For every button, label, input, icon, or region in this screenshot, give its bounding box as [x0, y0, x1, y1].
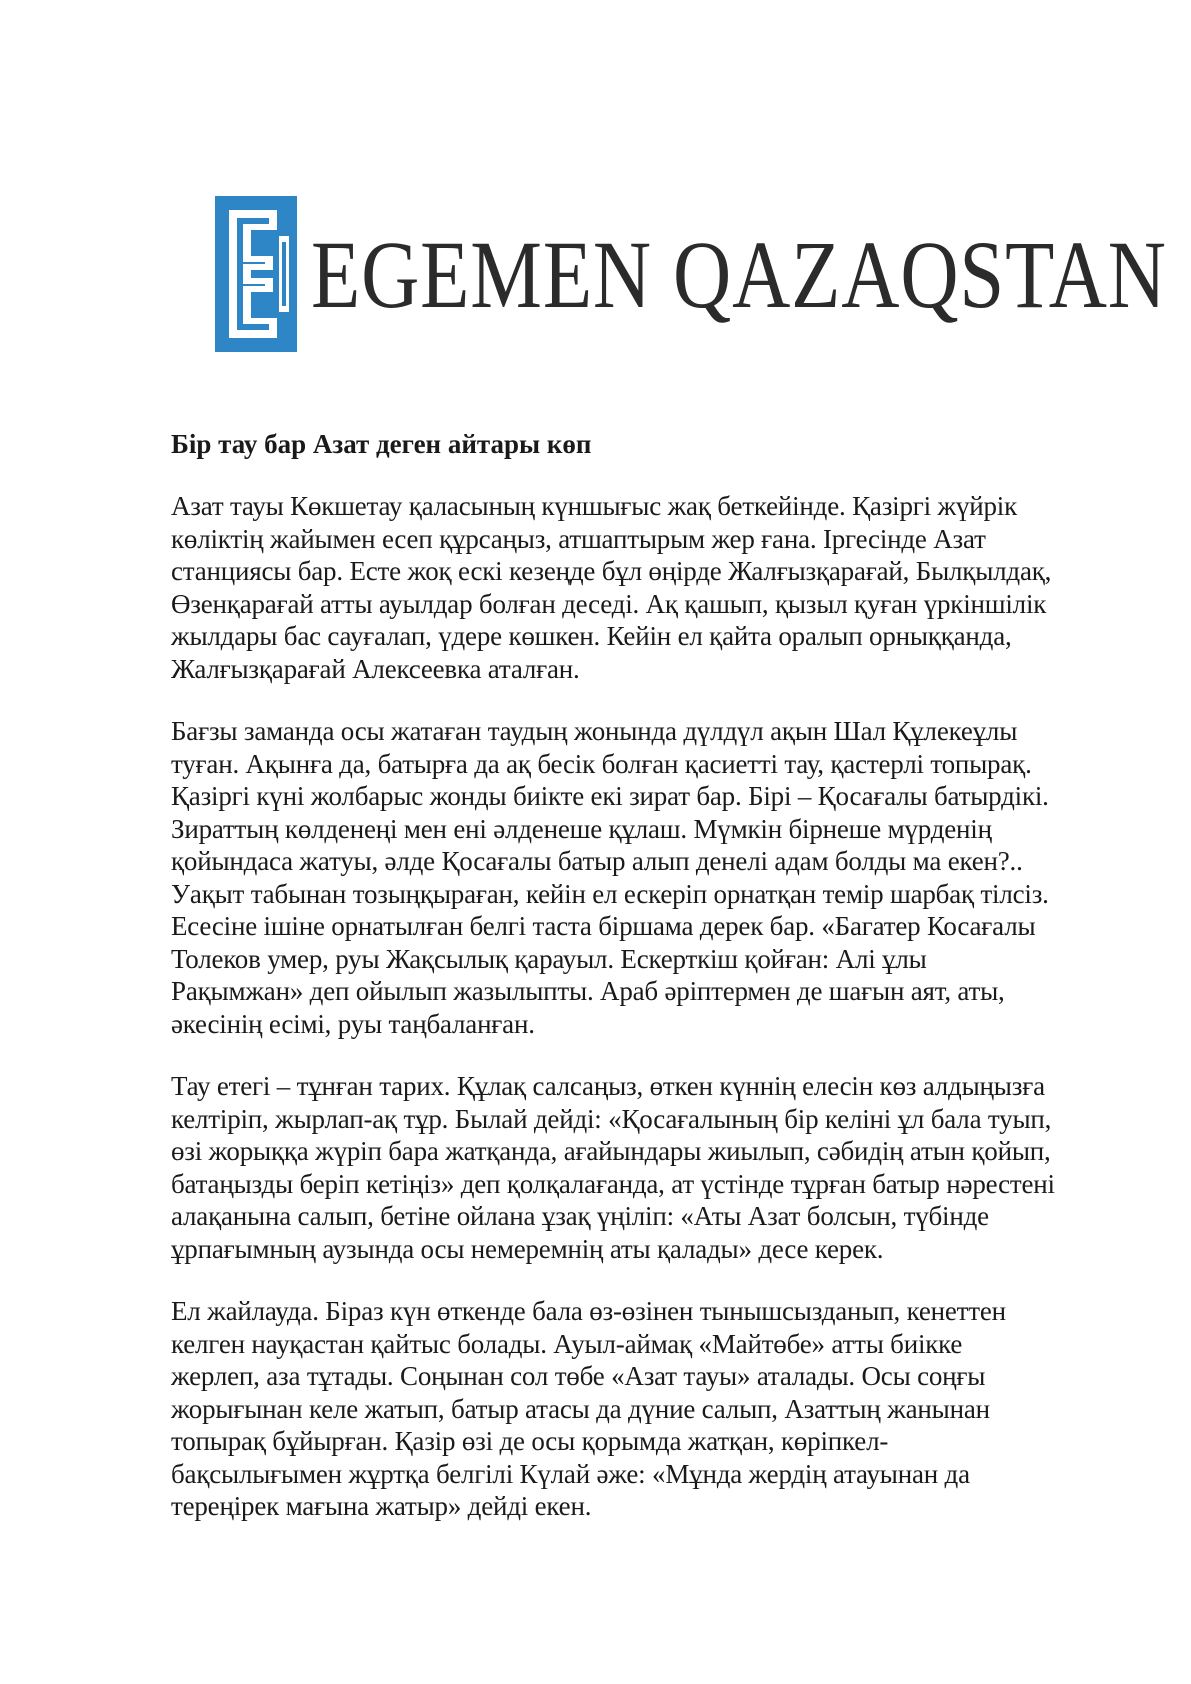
- text-line: келтіріп, жырлап-ақ тұр. Былай дейді: «Қосағалының бір келіні ұл бала туып,: [171, 1103, 1052, 1134]
- newspaper-logo: [215, 196, 1167, 354]
- text-line: топырақ бұйырған. Қазір өзі де осы қорымда жатқан, көріпкел-: [171, 1426, 889, 1456]
- text-line: Зираттың көлденеңі мен ені әлденеше құлаш. Мүмкін бірнеше мүрденің: [171, 813, 992, 844]
- text-line: Тау етегі – тұнған тарих. Құлақ салсаңыз, өткен күннің елесін көз алдыңызға: [171, 1071, 1045, 1101]
- text-line: Ел жайлауда. Біраз күн өткенде бала өз-өзінен тынышсызданып, кенеттен: [171, 1296, 1006, 1326]
- text-line: бақсылығымен жұртқа белгілі Күлай әже: «Мұнда жердің атауынан да: [171, 1458, 970, 1489]
- text-line: Жалғызқарағай Алексеевка аталған.: [171, 653, 580, 684]
- paragraph-4: [171, 1295, 1101, 1523]
- text-line: батаңызды беріп кетіңіз» деп қолқалағанда, ат үстінде тұрған батыр нәрестені: [171, 1168, 1055, 1199]
- text-line: өзі жорыққа жүріп бара жатқанда, ағайындары жиылып, сәбидің атын қойып,: [171, 1136, 1051, 1166]
- text-line: Есесіне ішіне орнатылған белгі таста біршама дерек бар. «Багатер Косағалы: [171, 911, 1036, 941]
- logo-wordmark: EGEMEN QAZAQSTAN: [311, 221, 1167, 328]
- text-line: Толеков умер, руы Жақсылық қарауыл. Ескерткіш қойған: Алі ұлы: [171, 943, 927, 974]
- text-line: көліктің жайымен есеп құрсаңыз, атшаптырым жер ғана. Іргесінде Азат: [171, 523, 986, 554]
- egemen-emblem-icon: [215, 196, 297, 352]
- article-title: Бір тау бар Азат деген айтары көп: [171, 429, 592, 459]
- text-line: Өзенқарағай атты ауылдар болған деседі. Ақ қашып, қызыл қуған үркіншілік: [171, 588, 1047, 619]
- text-line: әкесінің есімі, руы таңбаланған.: [171, 1008, 535, 1039]
- text-line: жорығынан келе жатып, батыр атасы да дүние салып, Азаттың жанынан: [171, 1393, 990, 1424]
- text-line: Рақымжан» деп ойылып жазылыпты. Араб әріптермен де шағын аят, аты,: [171, 976, 1005, 1006]
- paragraph-2: [171, 715, 1101, 1040]
- text-line: туған. Ақынға да, батырға да ақ бесік болған қасиетті тау, қастерлі топырақ.: [171, 748, 1032, 779]
- text-line: жылдары бас сауғалап, үдере көшкен. Кейін ел қайта оралып орныққанда,: [171, 621, 1012, 651]
- text-line: алақанына салып, бетіне ойлана ұзақ үңіліп: «Аты Азат болсын, түбінде: [171, 1201, 989, 1231]
- text-line: Уақыт табынан тозыңқыраған, кейін ел ескеріп орнатқан темір шарбақ тілсіз.: [171, 878, 1049, 909]
- text-line: Азат тауы Көкшетау қаласының күншығыс жақ беткейінде. Қазіргі жүйрік: [171, 491, 1018, 521]
- article: [171, 428, 1101, 1553]
- text-line: ұрпағымның аузында осы немеремнің аты қалады» десе керек.: [171, 1233, 884, 1264]
- text-line: Қазіргі күні жолбарыс жонды биікте екі зират бар. Бірі – Қосағалы батырдікі.: [171, 781, 1049, 811]
- text-line: тереңірек мағына жатыр» дейді екен.: [171, 1491, 592, 1521]
- text-line: Бағзы заманда осы жатаған таудың жонында дүлдүл ақын Шал Құлекеұлы: [171, 716, 1018, 746]
- paragraph-3: [171, 1070, 1101, 1265]
- text-line: қойындаса жатуы, әлде Қосағалы батыр алып денелі адам болды ма екен?..: [171, 846, 1023, 876]
- text-line: жерлеп, аза тұтады. Соңынан сол төбе «Азат тауы» аталады. Осы соңғы: [171, 1361, 986, 1391]
- text-line: келген науқастан қайтыс болады. Ауыл-аймақ «Майтөбе» атты биікке: [171, 1328, 963, 1359]
- paragraph-1: [171, 490, 1101, 685]
- text-line: станциясы бар. Есте жоқ ескі кезеңде бұл өңірде Жалғызқарағай, Былқылдақ,: [171, 556, 1052, 586]
